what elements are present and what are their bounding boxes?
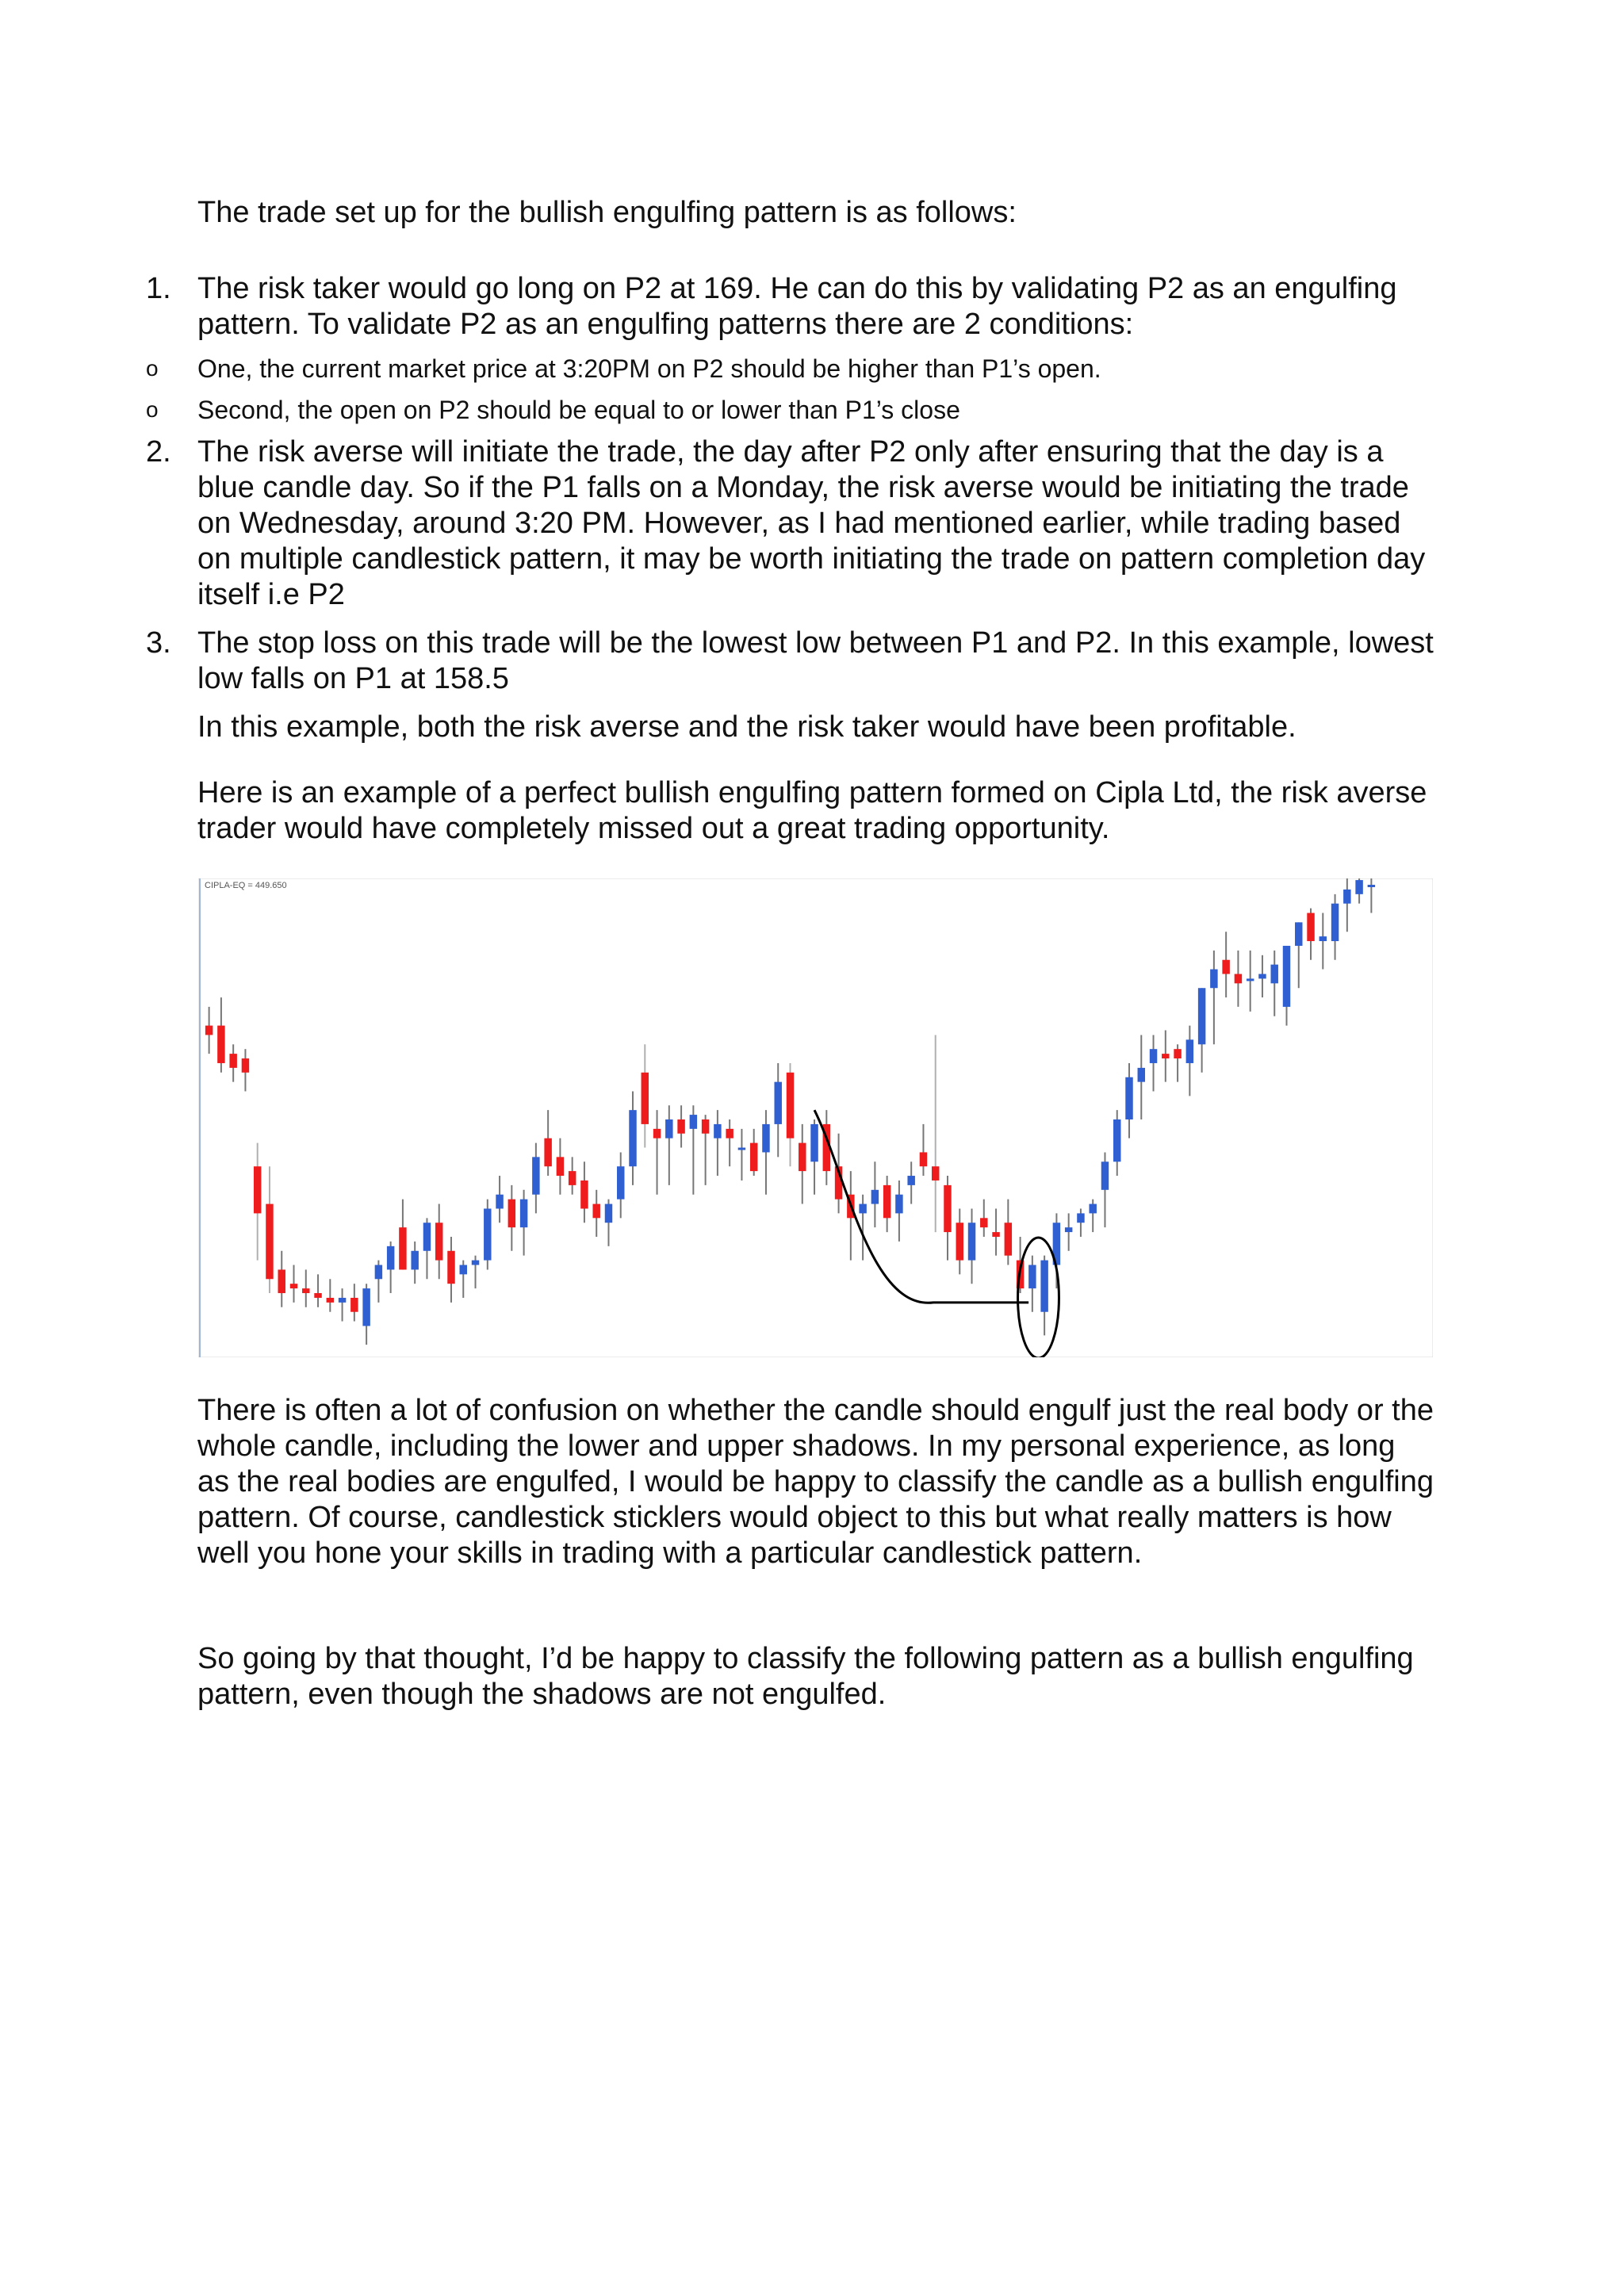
candle-body-blue <box>1283 946 1290 1007</box>
candle-body-red <box>1307 913 1314 942</box>
candle-body-red <box>290 1284 297 1288</box>
candle-body-red <box>254 1166 261 1213</box>
candle-body-blue <box>1331 904 1339 941</box>
candle-body-blue <box>520 1200 527 1228</box>
example-paragraph: In this example, both the risk averse and the risk taker would have been profitable. <box>197 710 1297 744</box>
candle-body-blue <box>1150 1049 1157 1063</box>
candle-body-red <box>399 1227 406 1269</box>
candle <box>484 1200 491 1270</box>
candle-body-blue <box>1077 1213 1084 1223</box>
cipla-paragraph: Here is an example of a perfect bullish engulfing pattern formed on Cipla Ltd, the risk averse trader would have completely missed out a great trading opportunity. <box>197 776 1427 845</box>
candle-body-blue <box>762 1124 769 1153</box>
candle-body-blue <box>1113 1119 1120 1161</box>
candle-body-red <box>580 1181 588 1209</box>
candle-body-blue <box>605 1204 612 1223</box>
candle-body-red <box>508 1200 515 1228</box>
candle-body-blue <box>1210 970 1217 989</box>
candle-body-red <box>278 1269 285 1293</box>
candle-body-red <box>266 1204 273 1280</box>
candle-body-blue <box>1270 965 1277 984</box>
candle-body-blue <box>629 1110 636 1166</box>
candle-body-blue <box>738 1148 745 1150</box>
candle-body-blue <box>423 1223 431 1251</box>
candle-body-red <box>750 1143 757 1172</box>
candle-body-blue <box>472 1261 479 1265</box>
candle-body-red <box>217 1026 224 1063</box>
candle-body-blue <box>968 1223 975 1260</box>
candle-body-red <box>642 1073 649 1124</box>
candle-body-blue <box>617 1166 624 1199</box>
list-item-text: The stop loss on this trade will be the lowest low between P1 and P2. In this example, lowest low falls on P1 at 158.5 <box>197 626 1434 695</box>
candle-body-blue <box>1186 1039 1193 1063</box>
candle-body-red <box>229 1054 236 1068</box>
candle-body-red <box>1235 974 1242 983</box>
candle-body-blue <box>362 1288 370 1326</box>
candle-body-red <box>799 1143 806 1172</box>
candle-body-red <box>992 1232 999 1237</box>
candle-body-blue <box>1089 1204 1096 1214</box>
candle-body-red <box>1222 960 1229 974</box>
candle-body-blue <box>375 1265 382 1280</box>
candle-body-red <box>1005 1223 1012 1255</box>
candle-body-blue <box>1258 974 1266 978</box>
candle-body-blue <box>1040 1261 1048 1312</box>
list-item-text: The risk averse will initiate the trade, the day after P2 only after ensuring that the day is a blue candle day. So if the P1 falls on a Monday, the risk averse would be initiating the trade on Wednesday, around 3:20 PM. However, as I had mentioned earlier, while trading based on multiple candlestick pattern, it may be worth initiating the trade on pattern completion day itself i.e P2 <box>197 435 1426 611</box>
closing-paragraph: So going by that thought, I’d be happy to classify the following pattern as a bullish engulfing pattern, even though the shadows are not engulfed. <box>197 1642 1414 1711</box>
candle-body-red <box>557 1157 564 1176</box>
candle-body-red <box>956 1223 963 1260</box>
list-number: 2. <box>146 435 171 469</box>
candle-body-blue <box>1320 936 1327 941</box>
candle-body-red <box>653 1129 661 1138</box>
candle-body-blue <box>496 1195 503 1209</box>
bullet-icon: o <box>146 356 159 381</box>
intro-paragraph: The trade set up for the bullish engulfing pattern is as follows: <box>197 196 1017 229</box>
candle-body-red <box>980 1218 987 1227</box>
candle-body-blue <box>532 1157 539 1194</box>
chart-svg <box>198 878 1433 1357</box>
candle-body-red <box>702 1119 709 1134</box>
candlestick-chart <box>198 878 1433 1357</box>
condition-text: One, the current market price at 3:20PM on P2 should be higher than P1’s open. <box>197 354 1101 383</box>
candle-body-blue <box>484 1208 491 1260</box>
confusion-paragraph: There is often a lot of confusion on whether the candle should engulf just the real body or the whole candle, including the lower and upper shadows. In my personal experience, as long as the real bodies are engulfed, I would be happy to classify the candle as a bullish engulfing pattern. Of course, candlestick sticklers would object to this but what really matters is how well you hone your skills in trading with a particular candlestick pattern. <box>197 1394 1434 1570</box>
condition-text: Second, the open on P2 should be equal to or lower than P1’s close <box>197 396 960 424</box>
candle-body-blue <box>810 1124 818 1161</box>
candle-body-red <box>242 1058 249 1073</box>
candle-body-red <box>932 1166 939 1181</box>
candle-body-blue <box>411 1251 418 1270</box>
candle-body-red <box>920 1152 927 1166</box>
candle-body-blue <box>1101 1161 1109 1190</box>
candle-body-red <box>1162 1054 1169 1058</box>
candle-body-red <box>677 1119 684 1134</box>
list-number: 1. <box>146 272 171 305</box>
candle-body-red <box>435 1223 442 1260</box>
chart-background <box>198 878 1433 1357</box>
candle-body-blue <box>1065 1227 1072 1232</box>
candle-body-blue <box>907 1176 914 1185</box>
candle-body-blue <box>1368 885 1375 887</box>
candle-body-red <box>327 1298 334 1303</box>
candle-body-blue <box>1028 1265 1036 1289</box>
candle-body-red <box>1174 1049 1181 1058</box>
candle-body-blue <box>774 1082 781 1124</box>
candle-body-red <box>205 1026 213 1035</box>
candle-body-blue <box>714 1124 721 1138</box>
candle-body-blue <box>871 1190 879 1204</box>
chart-title: CIPLA-EQ = 449.650 <box>205 881 287 890</box>
candle-body-blue <box>895 1195 902 1214</box>
candle-body-red <box>544 1138 551 1167</box>
candle-body-red <box>314 1293 321 1298</box>
candle-body-red <box>569 1171 576 1185</box>
candle-body-blue <box>665 1119 672 1138</box>
candle-body-blue <box>1295 922 1302 946</box>
candle-body-blue <box>859 1204 866 1214</box>
candle-body-red <box>350 1298 358 1312</box>
candle-body-red <box>592 1204 599 1219</box>
candle-body-red <box>883 1185 891 1218</box>
candle-body-red <box>302 1288 309 1293</box>
candle-body-blue <box>1138 1068 1145 1082</box>
candle-body-red <box>447 1251 454 1284</box>
bullet-icon: o <box>146 397 159 422</box>
candle-body-red <box>726 1129 733 1138</box>
candle-body-red <box>944 1185 951 1232</box>
candle-body-blue <box>460 1265 467 1275</box>
candle-body-blue <box>1198 988 1205 1044</box>
candle-body-blue <box>387 1246 394 1270</box>
candle-body-blue <box>1247 978 1254 981</box>
candle-body-blue <box>1355 880 1362 894</box>
list-number: 3. <box>146 626 171 660</box>
candle-body-red <box>787 1073 794 1138</box>
candle-body-blue <box>1125 1077 1132 1119</box>
candle-body-blue <box>1343 890 1350 904</box>
list-item-text: The risk taker would go long on P2 at 169. He can do this by validating P2 as an engulfing pattern. To validate P2 as an engulfing patterns there are 2 conditions: <box>197 272 1397 341</box>
candle-body-blue <box>339 1298 346 1303</box>
candle-body-blue <box>690 1115 697 1129</box>
